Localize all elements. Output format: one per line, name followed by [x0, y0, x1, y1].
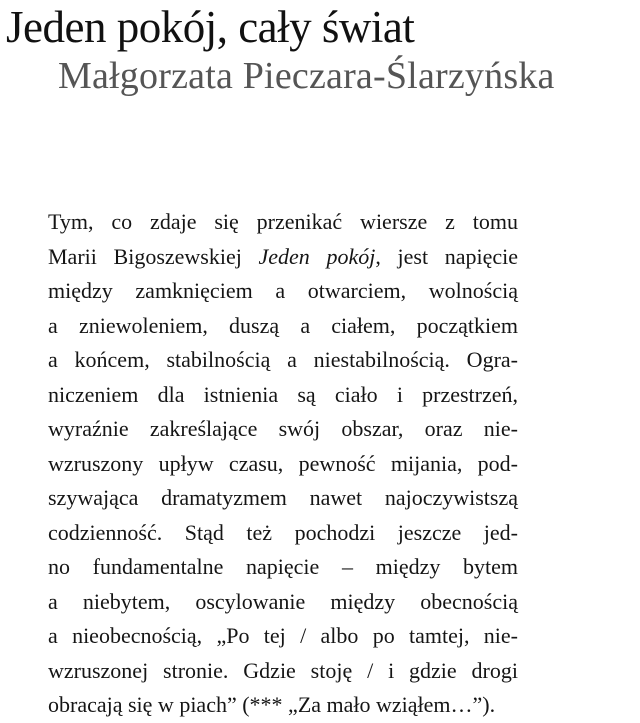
- article-title: Jeden pokój, cały świat: [6, 2, 415, 52]
- article-author: Małgorzata Pieczara-Ślarzyńska: [58, 55, 555, 97]
- body-line-12: a niebytem, oscylowanie między obecnością: [48, 588, 518, 614]
- book-title-italic: Jeden pokój: [258, 243, 376, 269]
- body-line-14: wzruszonej stronie. Gdzie stoję / i gdzie drogi: [48, 657, 518, 683]
- body-line-11: no fundamentalne napięcie – między bytem: [48, 554, 518, 579]
- body-line-6: niczeniem dla istnienia są ciało i przestrzeń,: [48, 381, 518, 407]
- body-line-1: Tym, co zdaje się przenikać wiersze z tomu: [48, 209, 518, 234]
- body-line-5: a końcem, stabilnością a niestabilnością. Ogra-: [48, 347, 518, 372]
- article-body: [48, 205, 518, 723]
- body-line-8: wzruszony upływ czasu, pewność mijania, pod-: [48, 450, 518, 476]
- body-line-4: a zniewoleniem, duszą a ciałem, początkiem: [48, 312, 518, 338]
- body-line-10: codzienność. Stąd też pochodzi jeszcze jed-: [48, 519, 518, 545]
- body-line-2: Marii Bigoszewskiej Jeden pokój, jest napięcie: [48, 243, 518, 269]
- body-line-9: szywająca dramatyzmem nawet najoczywistszą: [48, 485, 518, 510]
- body-line-7: wyraźnie zakreślające swój obszar, oraz nie-: [48, 416, 518, 441]
- body-line-15: obracają się w piach” (*** „Za mało wziąłem…”).: [48, 692, 496, 717]
- body-line-3: między zamknięciem a otwarciem, wolnością: [48, 278, 518, 303]
- body-line-13: a nieobecnością, „Po tej / albo po tamtej, nie-: [48, 623, 518, 648]
